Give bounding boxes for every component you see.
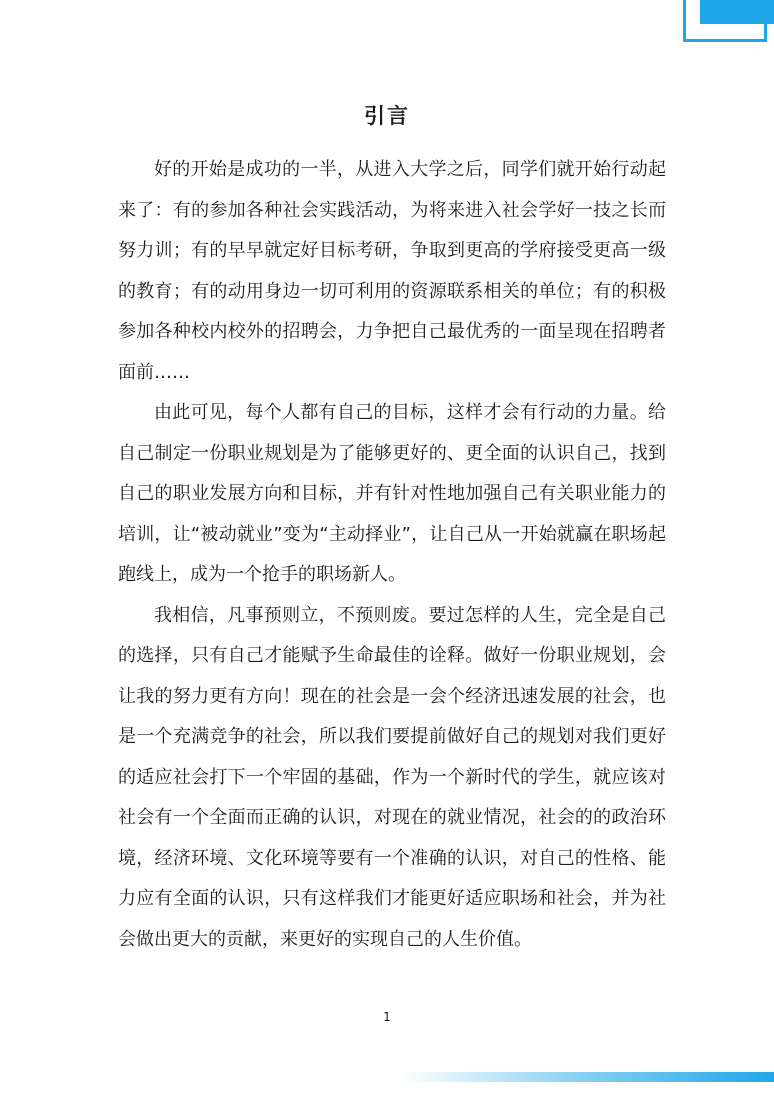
paragraph-2: 由此可见，每个人都有自己的目标，这样才会有行动的力量。给自己制定一份职业规划是为了能够更好的、更全面的认识自己，找到自己的职业发展方向和目标，并有针对性地加强自己有关职业能力的培训，让“被动就业”变为“主动择业”，让自己从一开始就赢在职场起跑线上，成为一个抢手的职场新人。 — [118, 402, 666, 585]
footer-gradient-bar — [400, 1072, 774, 1082]
page-number: 1 — [383, 1010, 391, 1024]
paragraph-3: 我相信，凡事预则立，不预则废。要过怎样的人生，完全是自己的选择，只有自己才能赋予生命最佳的诠释。做好一份职业规划，会让我的努力更有方向！现在的社会是一会个经济迅速发展的社会，也是一个充满竞争的社会，所以我们要提前做好自己的规划对我们更好的适应社会打下一个牢固的基础，作为一个新时代的学生，就应该对社会有一个全面而正确的认识，对现在的就业情况，社会的的政治环境，经济环境、文化环境等要有一个准确的认识，对自己的性格、能力应有全面的认识，只有这样我们才能更好适应职场和社会，并为社会做出更大的贡献，来更好的实现自己的人生价值。 — [118, 604, 666, 950]
page-title: 引言 — [364, 104, 410, 128]
document-body — [118, 150, 666, 960]
paragraph-1: 好的开始是成功的一半，从进入大学之后，同学们就开始行动起来了：有的参加各种社会实践活动，为将来进入社会学好一技之长而努力训；有的早早就定好目标考研，争取到更高的学府接受更高一级的教育；有的动用身边一切可利用的资源联系相关的单位；有的积极参加各种校内校外的招聘会，力争把自己最优秀的一面呈现在招聘者面前…… — [118, 159, 666, 383]
corner-decoration-block — [700, 0, 774, 24]
